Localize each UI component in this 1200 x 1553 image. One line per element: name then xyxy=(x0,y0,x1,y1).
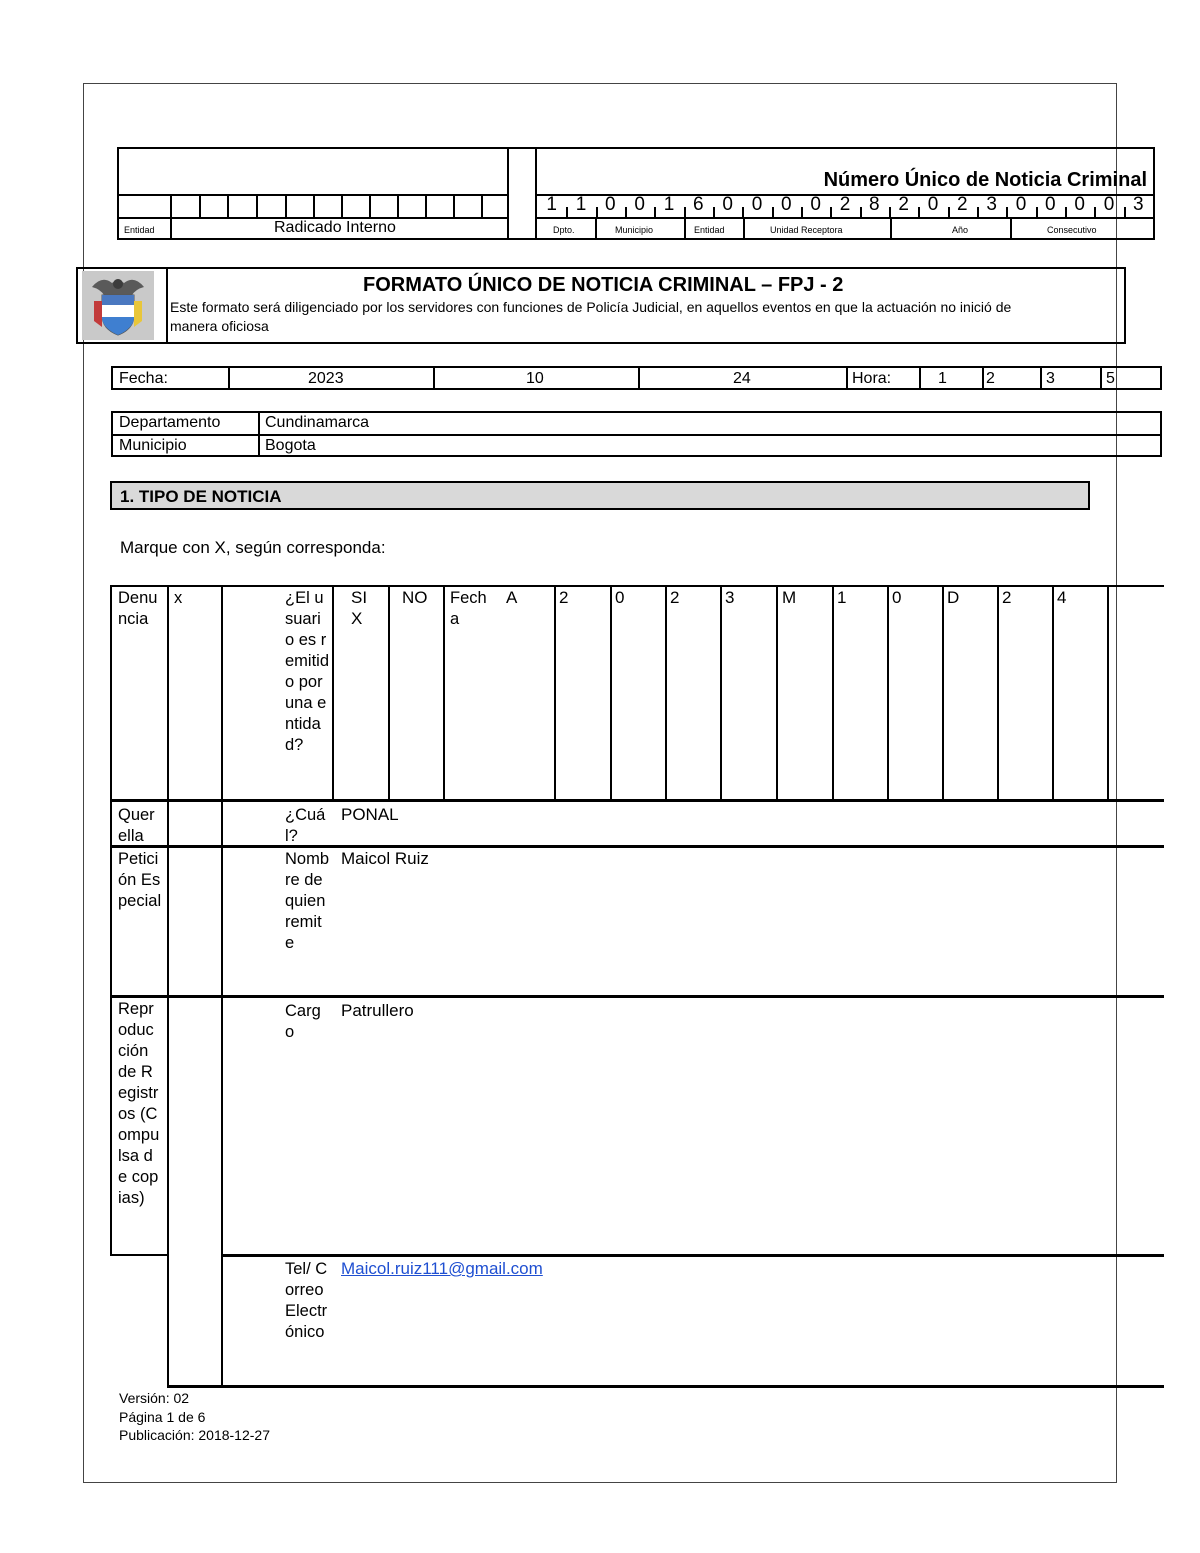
si-mark[interactable]: X xyxy=(351,609,363,628)
question-nombre: Nombre de quien remite xyxy=(285,850,330,952)
section-1-title: 1. TIPO DE NOTICIA xyxy=(120,487,282,506)
date-column-line xyxy=(720,585,722,801)
cual-value[interactable]: PONAL xyxy=(341,805,399,824)
nunc-digit[interactable]: 0 xyxy=(781,194,792,215)
hora-label: Hora: xyxy=(852,370,892,387)
fecha-day[interactable]: 24 xyxy=(733,370,751,387)
radicado-cell-divider xyxy=(256,194,258,217)
nunc-digit[interactable]: 0 xyxy=(634,194,645,215)
date-column-line xyxy=(1107,585,1109,801)
radicado-cell-divider xyxy=(397,194,399,217)
date-column-line xyxy=(443,585,445,801)
hora-h1[interactable]: 1 xyxy=(938,370,947,387)
coat-of-arms-logo xyxy=(82,271,154,340)
location-box xyxy=(111,411,1162,457)
question-remitido: ¿El usuario es remitido por una entidad? xyxy=(285,589,330,754)
hora-h2[interactable]: 2 xyxy=(986,370,995,387)
date-column-line xyxy=(887,585,889,801)
nunc-digit[interactable]: 0 xyxy=(605,194,616,215)
radicado-cell-divider xyxy=(369,194,371,217)
radicado-cell-divider xyxy=(425,194,427,217)
nunc-digit[interactable]: 6 xyxy=(693,194,704,215)
footer-publicacion: Publicación: 2018-12-27 xyxy=(119,1427,270,1443)
form-title: FORMATO ÚNICO DE NOTICIA CRIMINAL – FPJ - 2 xyxy=(363,274,844,296)
remitido-date-digit[interactable]: 0 xyxy=(615,588,625,607)
nunc-digit[interactable]: 2 xyxy=(898,194,909,215)
radicado-box xyxy=(117,147,509,240)
date-column-line xyxy=(610,585,612,801)
nunc-digit[interactable]: 2 xyxy=(957,194,968,215)
question-cual: ¿Cuál? xyxy=(285,806,326,845)
nunc-digit[interactable]: 1 xyxy=(575,194,587,215)
section-1-header xyxy=(110,481,1090,510)
remitido-date-digit[interactable]: 2 xyxy=(559,588,569,607)
remitido-date-digit[interactable]: 4 xyxy=(1057,588,1067,607)
radicado-cell-divider xyxy=(227,194,229,217)
radicado-cell-divider xyxy=(341,194,343,217)
unidad-label: Unidad Receptora xyxy=(770,225,843,235)
reproduccion-label: Reproducción de Registros (Compulsa de copias) xyxy=(118,1000,160,1207)
peticion-label: Petición Especial xyxy=(118,850,162,910)
form-title-box xyxy=(76,267,1126,344)
hora-m1[interactable]: 3 xyxy=(1046,370,1055,387)
denuncia-mark[interactable]: x xyxy=(174,589,183,607)
date-column-line xyxy=(776,585,778,801)
nunc-title: Número Único de Noticia Criminal xyxy=(823,169,1147,191)
date-column-line xyxy=(1052,585,1054,801)
nunc-digit[interactable]: 0 xyxy=(1103,194,1115,215)
querella-label: Querella xyxy=(118,806,155,845)
question-tel: Tel/ Correo Electrónico xyxy=(285,1260,328,1341)
radicado-cell-divider xyxy=(313,194,315,217)
form-description-line2: manera oficiosa xyxy=(170,318,269,334)
nunc-digit[interactable]: 0 xyxy=(1045,194,1056,215)
nunc-digit[interactable]: 1 xyxy=(546,194,557,215)
nunc-digit[interactable]: 0 xyxy=(1074,194,1085,215)
entidad-code-label: Entidad xyxy=(694,225,725,235)
nunc-digit[interactable]: 3 xyxy=(986,194,997,215)
fecha-label: Fecha: xyxy=(119,370,168,387)
footer-version: Versión: 02 xyxy=(119,1390,190,1406)
remitido-date-digit[interactable]: M xyxy=(782,588,797,607)
radicado-label: Radicado Interno xyxy=(274,219,396,236)
footer-pagina: Página 1 de 6 xyxy=(119,1409,206,1425)
fecha-label-table: Fecha xyxy=(450,589,487,628)
table-top-rule xyxy=(110,585,1164,587)
date-column-line xyxy=(388,585,390,801)
departamento-value[interactable]: Cundinamarca xyxy=(265,414,370,431)
fecha-year[interactable]: 2023 xyxy=(308,370,344,387)
radicado-label-divider xyxy=(170,217,172,240)
fecha-month[interactable]: 10 xyxy=(526,370,544,387)
remitido-date-digit[interactable]: 2 xyxy=(670,588,680,607)
nunc-digit[interactable]: 0 xyxy=(722,194,733,215)
nunc-digit[interactable]: 0 xyxy=(1015,194,1027,215)
date-column-line xyxy=(832,585,834,801)
consecutivo-label: Consecutivo xyxy=(1047,225,1097,235)
nunc-group-divider xyxy=(684,217,686,240)
anio-label: Año xyxy=(952,225,969,235)
radicado-cell-divider xyxy=(453,194,455,217)
tel-email-link[interactable]: Maicol.ruiz111@gmail.com xyxy=(341,1259,543,1278)
nombre-value[interactable]: Maicol Ruiz xyxy=(341,849,429,868)
municipio-label: Municipio xyxy=(615,225,654,235)
remitido-date-digit[interactable]: 1 xyxy=(837,588,847,607)
radicado-cell-divider xyxy=(285,194,287,217)
cargo-value[interactable]: Patrullero xyxy=(341,1001,414,1020)
si-label: SI xyxy=(351,588,368,607)
nunc-digit[interactable]: 3 xyxy=(1133,194,1144,215)
nunc-box xyxy=(537,147,1155,240)
denuncia-label: Denuncia xyxy=(118,589,158,628)
date-column-line xyxy=(665,585,667,801)
municipio-label: Municipio xyxy=(119,437,187,454)
remitido-date-digit[interactable]: D xyxy=(947,588,960,607)
remitido-date-digit[interactable]: 2 xyxy=(1002,588,1012,607)
departamento-label: Departamento xyxy=(119,414,221,431)
no-label[interactable]: NO xyxy=(402,588,428,607)
fecha-hora-row xyxy=(111,366,1162,390)
header-divider-box xyxy=(509,147,537,240)
nunc-group-divider xyxy=(595,217,597,240)
entidad-label: Entidad xyxy=(124,225,155,235)
form-description-line1: Este formato será diligenciado por los servidores con funciones de Policía Judicial, en aquellos eventos en que la actuación no inició de xyxy=(170,299,1012,315)
section-1-instruction: Marque con X, según corresponda: xyxy=(120,538,386,557)
nunc-digit[interactable]: 0 xyxy=(751,194,763,215)
date-column-line xyxy=(942,585,944,801)
municipio-value[interactable]: Bogota xyxy=(265,437,316,454)
radicado-cell-divider xyxy=(481,194,483,217)
nunc-digit[interactable]: 1 xyxy=(663,194,675,215)
nunc-group-divider xyxy=(890,217,892,240)
radicado-cell-divider xyxy=(199,194,201,217)
date-column-line xyxy=(997,585,999,801)
nunc-digit[interactable]: 2 xyxy=(839,194,851,215)
nunc-digit[interactable]: 0 xyxy=(810,194,821,215)
hora-m2[interactable]: 5 xyxy=(1106,370,1115,387)
a-label: A xyxy=(506,588,518,607)
dpto-label: Dpto. xyxy=(553,225,575,235)
nunc-group-divider xyxy=(743,217,745,240)
question-cargo: Cargo xyxy=(285,1002,321,1041)
nunc-digit[interactable]: 8 xyxy=(869,194,880,215)
nunc-group-divider xyxy=(1010,217,1012,240)
radicado-cell-divider xyxy=(170,194,172,217)
remitido-date-digit[interactable]: 0 xyxy=(892,588,902,607)
date-column-line xyxy=(554,585,556,801)
remitido-date-digit[interactable]: 3 xyxy=(725,588,735,607)
nunc-digit[interactable]: 0 xyxy=(927,194,939,215)
